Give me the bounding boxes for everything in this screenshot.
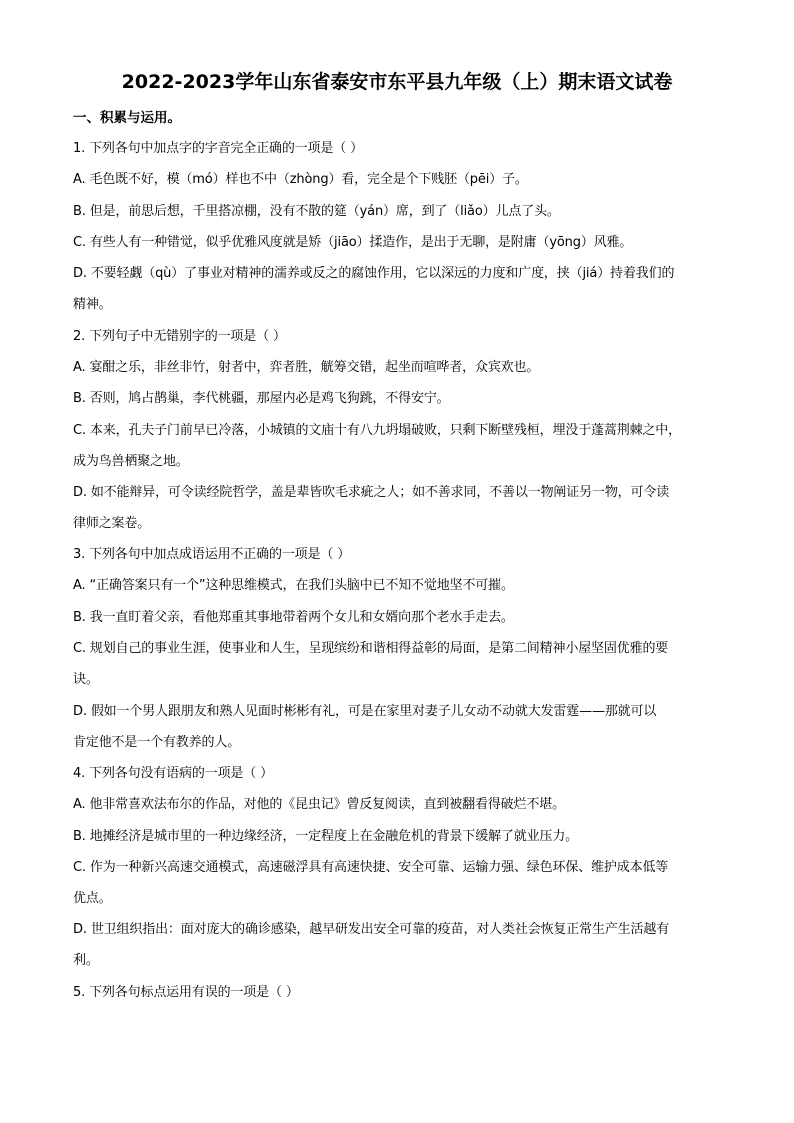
question-1-option-d: D. 不要轻觑（qù）了事业对精神的濡养或反之的腐蚀作用，它以深远的力度和广度，挟（jiá）持着我们的 bbox=[73, 266, 675, 281]
question-3-option-d: D. 假如一个男人跟朋友和熟人见面时彬彬有礼，可是在家里对妻子儿女动不动就大发雷霆——那就可以 bbox=[73, 704, 657, 719]
question-3-option-c-cont: 诀。 bbox=[73, 672, 99, 687]
question-1-stem: 1. 下列各句中加点字的字音完全正确的一项是（ ） bbox=[73, 141, 363, 156]
exam-title: 2022-2023学年山东省泰安市东平县九年级（上）期末语文试卷 bbox=[121, 71, 673, 93]
question-4-option-c: C. 作为一种新兴高速交通模式，高速磁浮具有高速快捷、安全可靠、运输力强、绿色环保、维护成本低等 bbox=[73, 860, 669, 875]
question-2-option-c: C. 本来，孔夫子门前早已冷落，小城镇的文庙十有八九坍塌破败，只剩下断壁残桓，埋没于蓬蒿荆棘之中， bbox=[73, 423, 681, 438]
question-4-option-d-cont: 利。 bbox=[73, 953, 99, 968]
question-1-option-b: B. 但是，前思后想，千里搭凉棚，没有不散的筵（yán）席，到了（liǎo）儿点了头。 bbox=[73, 204, 560, 219]
question-4-stem: 4. 下列各句没有语病的一项是（ ） bbox=[73, 766, 273, 781]
question-1-option-c: C. 有些人有一种错觉，似乎优雅风度就是矫（jiāo）揉造作，是出于无聊，是附庸（yōng）风雅。 bbox=[73, 235, 633, 250]
question-4-option-d: D. 世卫组织指出：面对庞大的确诊感染，越早研发出安全可靠的疫苗，对人类社会恢复正常生产生活越有 bbox=[73, 922, 670, 937]
question-3-stem: 3. 下列各句中加点成语运用不正确的一项是（ ） bbox=[73, 547, 351, 562]
question-3-option-c: C. 规划自己的事业生涯，使事业和人生，呈现缤纷和谐相得益彰的局面，是第二间精神小屋坚固优雅的要 bbox=[73, 641, 669, 656]
question-4-option-b: B. 地摊经济是城市里的一种边缘经济，一定程度上在金融危机的背景下缓解了就业压力。 bbox=[73, 829, 579, 844]
question-3-option-b: B. 我一直盯着父亲，看他郑重其事地带着两个女儿和女婿向那个老水手走去。 bbox=[73, 610, 514, 625]
question-1-option-d-cont: 精神。 bbox=[73, 297, 112, 312]
question-2-option-d: D. 如不能辩异，可令读经院哲学，盖是辈皆吹毛求疵之人；如不善求同，不善以一物阐证另一物，可令读 bbox=[73, 485, 670, 500]
section-heading: 一、积累与运用。 bbox=[73, 110, 181, 126]
question-3-option-a: A. “正确答案只有一个”这种思维模式，在我们头脑中已不知不觉地坚不可摧。 bbox=[73, 578, 514, 593]
question-2-option-a: A. 宴酣之乐，非丝非竹，射者中，弈者胜，觥筹交错，起坐而喧哗者，众宾欢也。 bbox=[73, 360, 540, 375]
question-5-stem: 5. 下列各句标点运用有误的一项是（ ） bbox=[73, 985, 299, 1000]
question-2-stem: 2. 下列句子中无错别字的一项是（ ） bbox=[73, 329, 286, 344]
question-4-option-c-cont: 优点。 bbox=[73, 891, 112, 906]
question-2-option-c-cont: 成为鸟兽栖聚之地。 bbox=[73, 454, 189, 469]
question-1-option-a: A. 毛色既不好，模（mó）样也不中（zhòng）看，完全是个下贱胚（pēi）子。 bbox=[73, 172, 528, 187]
question-3-option-d-cont: 肯定他不是一个有教养的人。 bbox=[73, 735, 241, 750]
question-2-option-d-cont: 律师之案卷。 bbox=[73, 516, 151, 531]
question-2-option-b: B. 否则，鸠占鹊巢，李代桃疆，那屋内必是鸡飞狗跳，不得安宁。 bbox=[73, 391, 450, 406]
question-4-option-a: A. 他非常喜欢法布尔的作品，对他的《昆虫记》曾反复阅读，直到被翻看得破烂不堪。 bbox=[73, 797, 565, 812]
